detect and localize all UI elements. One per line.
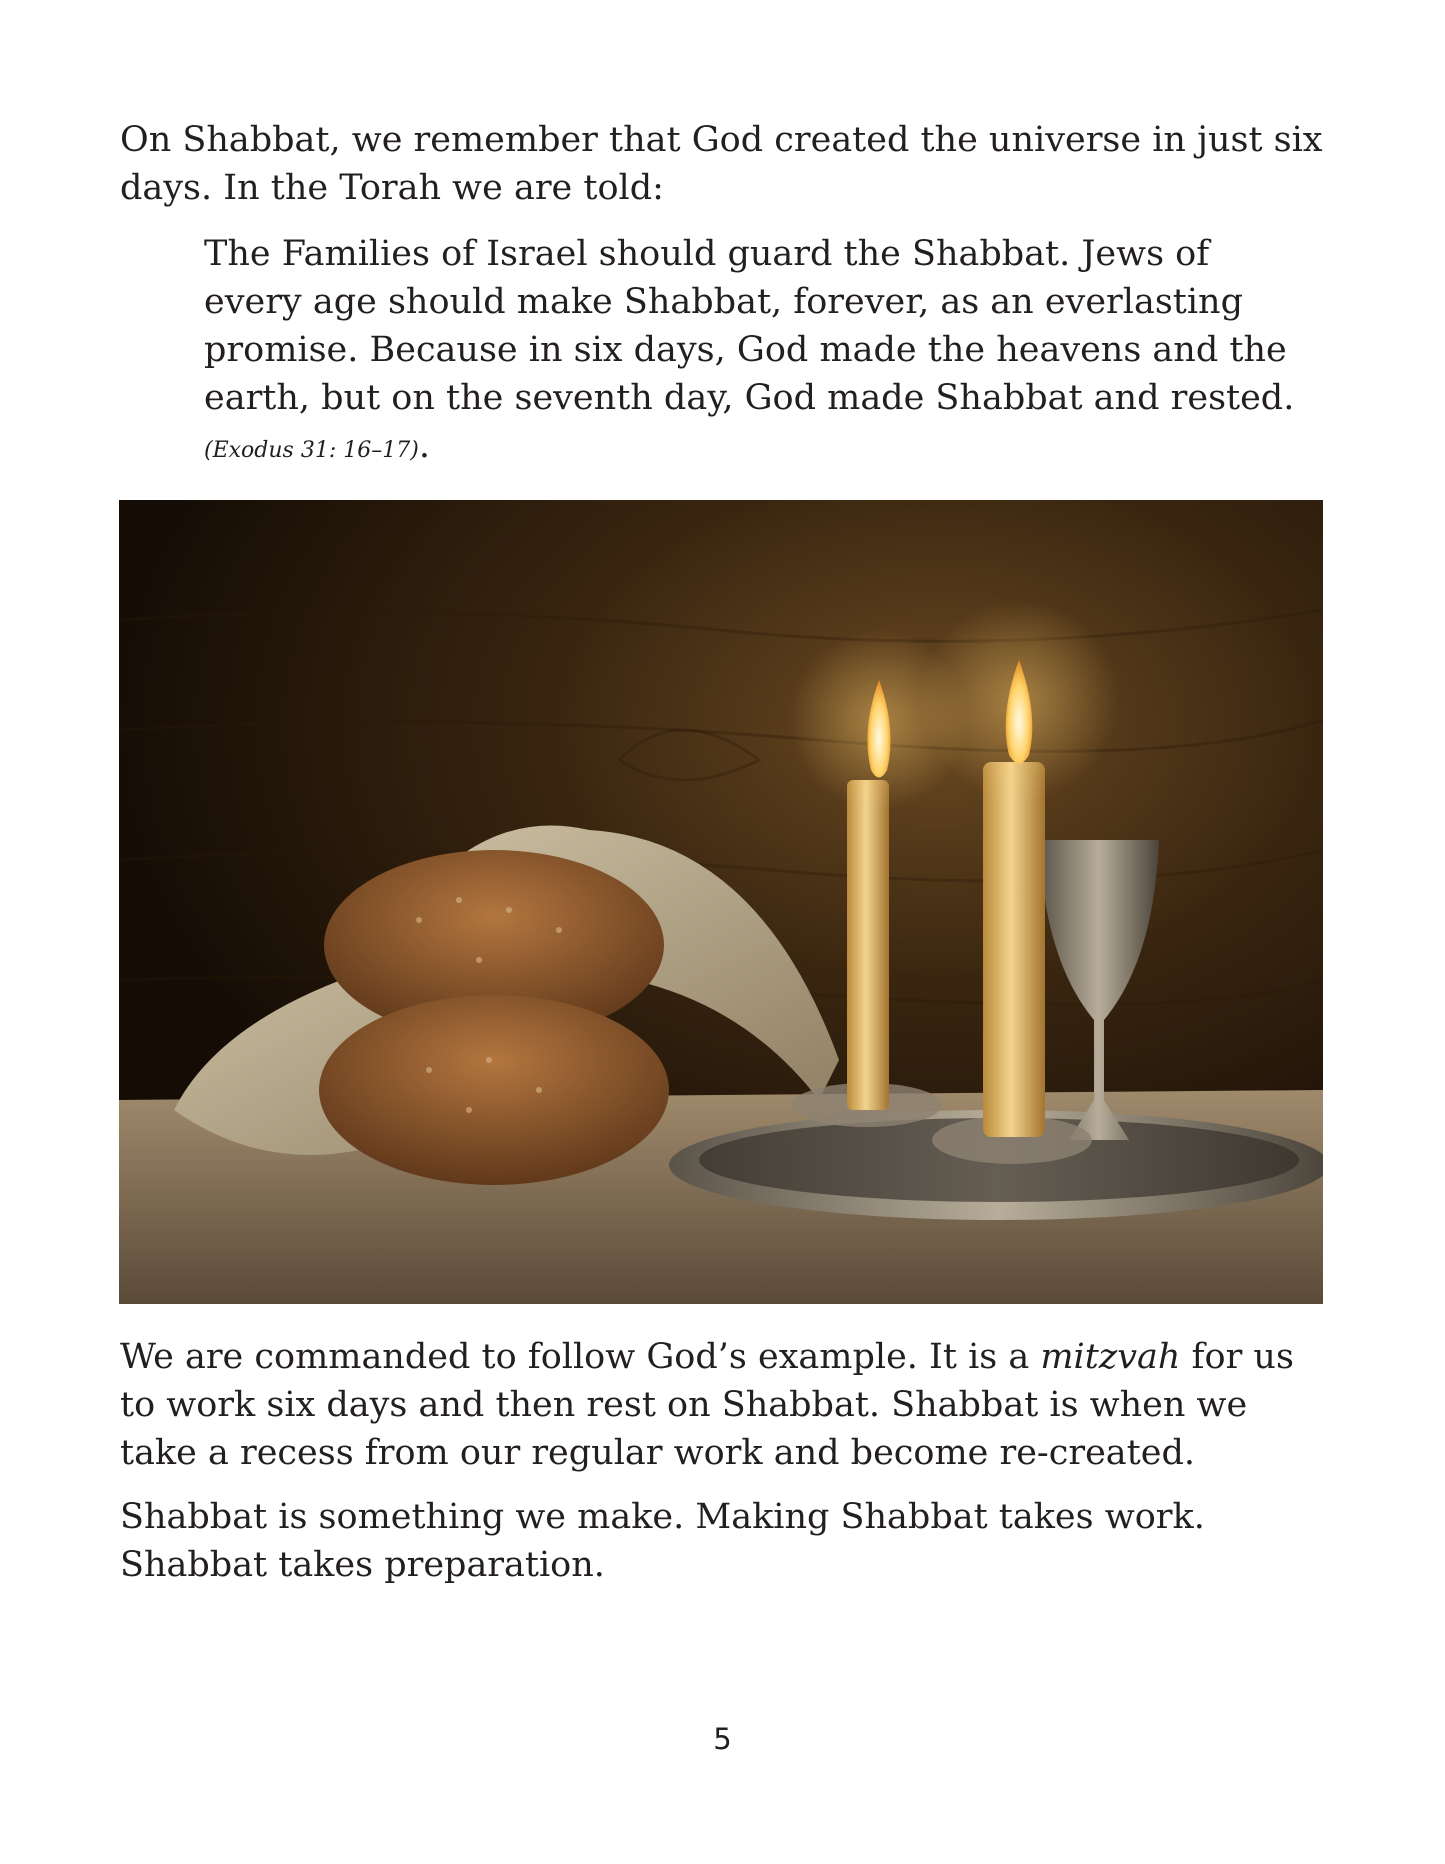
preparation-paragraph: Shabbat is something we make. Making Shabbat takes work. Shabbat takes preparation.: [120, 1497, 1205, 1585]
photo-illustration: [119, 500, 1323, 1304]
quote-end-punct: .: [418, 426, 430, 466]
intro-paragraph: On Shabbat, we remember that God created the universe in just six days. In the Torah we are told:: [120, 120, 1323, 208]
mitzvah-term: mitzvah: [1040, 1337, 1181, 1377]
quote-text: The Families of Israel should guard the Shabbat. Jews of every age should make Shabbat, forever, as an everlasting promise. Because in six days, God made the heavens and the earth, but on the seventh day, God made Shabbat and rested.: [204, 234, 1295, 418]
challah-bottom: [319, 995, 669, 1185]
commandment-paragraph: [120, 1333, 1330, 1477]
p2-text-after: for us to work six days and then rest on Shabbat. Shabbat is when we take a recess from our regular work and become re-created.: [120, 1337, 1294, 1473]
page-number: 5: [713, 1722, 732, 1756]
torah-quote: [204, 230, 1314, 475]
candle-right: [983, 762, 1045, 1137]
p2-text-before: We are commanded to follow God’s example. It is a: [120, 1337, 1041, 1377]
shabbat-candles-photo: [119, 500, 1323, 1304]
candle-left: [847, 780, 889, 1110]
quote-citation: (Exodus 31: 16–17): [204, 438, 419, 463]
